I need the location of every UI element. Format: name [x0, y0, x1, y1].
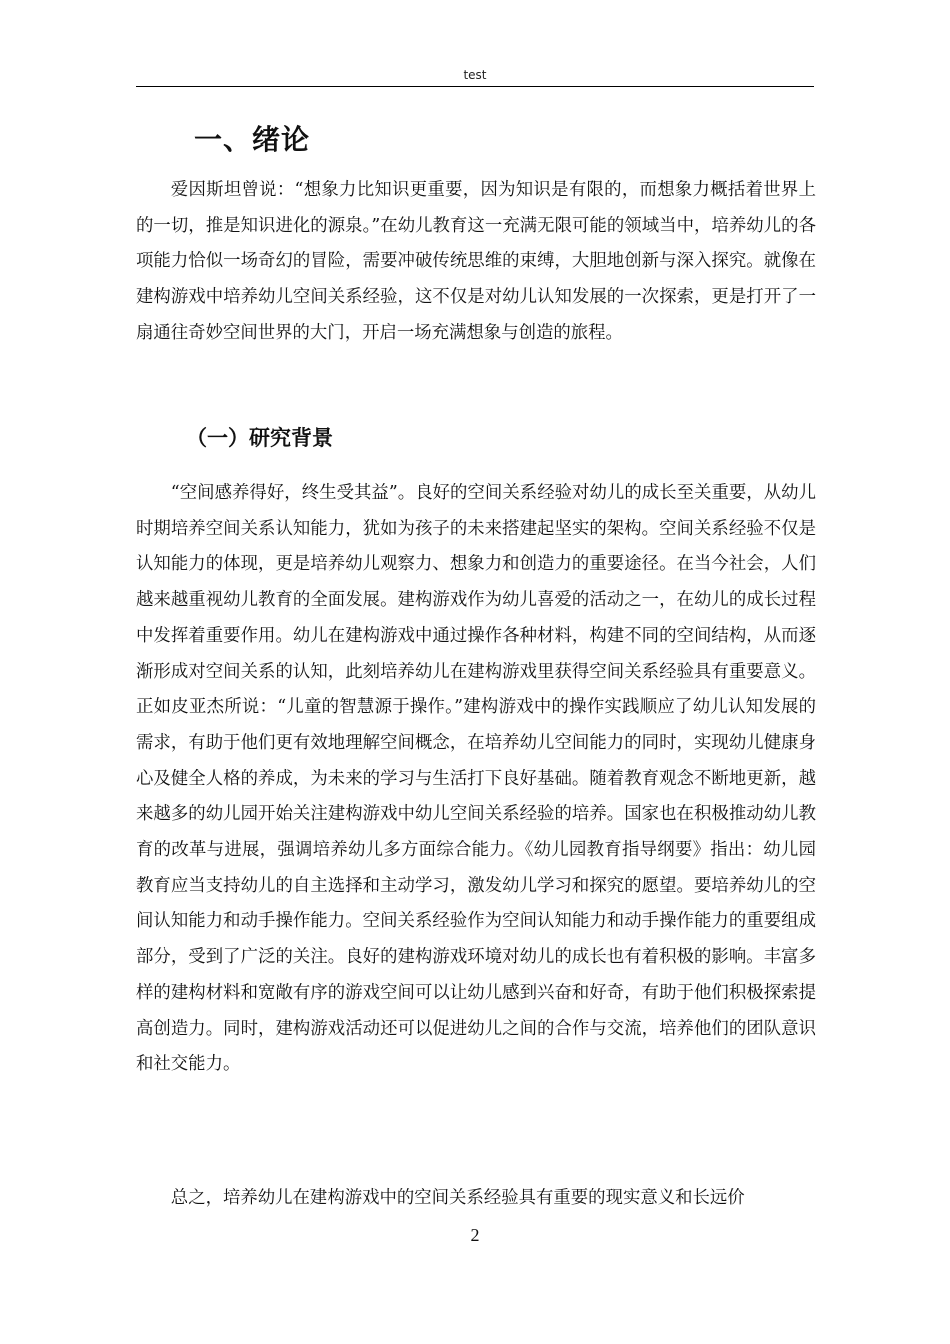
page-number: 2	[470, 1225, 480, 1245]
section-heading: 一、绪论	[194, 123, 311, 156]
subsection-heading: （一）研究背景	[186, 426, 333, 450]
background-paragraph: “空间感养得好，终生受其益”。良好的空间关系经验对幼儿的成长至关重要，从幼儿时期培养空间关系认知能力，犹如为孩子的未来搭建起坚实的架构。空间关系经验不仅是认知能力的体现，更是培养幼儿观察力、想象力和创造力的重要途径。在当今社会，人们越来越重视幼儿教育的全面发展。建构游戏作为幼儿喜爱的活动之一，在幼儿的成长过程中发挥着重要作用。幼儿在建构游戏中通过操作各种材料，构建不同的空间结构，从而逐渐形成对空间关系的认知，此刻培养幼儿在建构游戏里获得空间关系经验具有重要意义。正如皮亚杰所说：“儿童的智慧源于操作。”建构游戏中的操作实践顺应了幼儿认知发展的需求，有助于他们更有效地理解空间概念，在培养幼儿空间能力的同时，实现幼儿健康身心及健全人格的养成，为未来的学习与生活打下良好基础。随着教育观念不断地更新，越来越多的幼儿园开始关注建构游戏中幼儿空间关系经验的培养。国家也在积极推动幼儿教育的改革与进展，强调培养幼儿多方面综合能力。《幼儿园教育指导纲要》指出：幼儿园教育应当支持幼儿的自主选择和主动学习，激发幼儿学习和探究的愿望。要培养幼儿的空间认知能力和动手操作能力。空间关系经验作为空间认知能力和动手操作能力的重要组成部分，受到了广泛的关注。良好的建构游戏环境对幼儿的成长也有着积极的影响。丰富多样的建构材料和宽敞有序的游戏空间可以让幼儿感到兴奋和好奇，有助于他们积极探索提高创造力。同时，建构游戏活动还可以促进幼儿之间的合作与交流，培养他们的团队意识和社交能力。	[136, 483, 816, 1075]
intro-paragraph: 爱因斯坦曾说：“想象力比知识更重要，因为知识是有限的，而想象力概括着世界上的一切，推是知识进化的源泉。”在幼儿教育这一充满无限可能的领域当中，培养幼儿的各项能力恰似一场奇幻的冒险，需要冲破传统思维的束缚，大胆地创新与深入探究。就像在建构游戏中培养幼儿空间关系经验，这不仅是对幼儿认知发展的一次探索，更是打开了一扇通往奇妙空间世界的大门，开启一场充满想象与创造的旅程。	[136, 180, 816, 343]
header-divider	[136, 86, 814, 87]
conclusion-paragraph: 总之，培养幼儿在建构游戏中的空间关系经验具有重要的现实意义和长远价	[170, 1188, 745, 1208]
page-header: test	[463, 68, 487, 82]
